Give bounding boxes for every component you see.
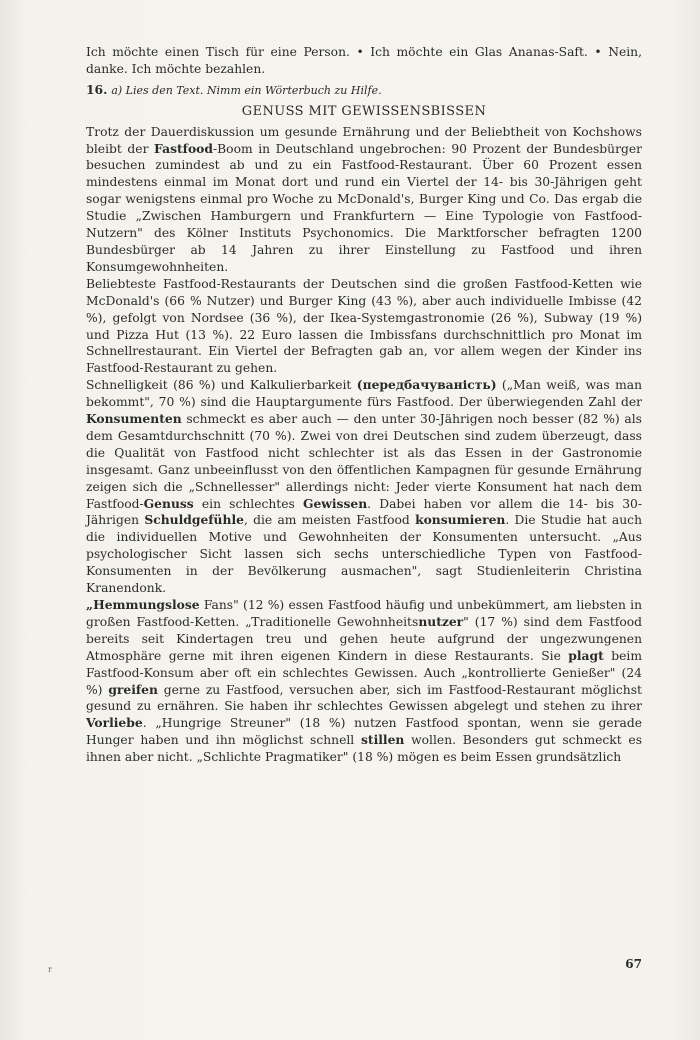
emphasized-word: (передбачуваність) bbox=[356, 377, 497, 393]
emphasized-word: Gewissen bbox=[302, 495, 368, 511]
paragraph: Schnelligkeit (86 %) und Kalkulierbarkeit (передбачуваність) („Man weiß, was man bekommt", 70 %) sind die Hauptargumente fürs Fastfood. Der überwiegenden Zahl der Konsumenten schmeckt es aber auch — den unter 30-Jährigen noch besser (82 %) als dem Gesamtdurchschnitt (70 %). Zwei von drei Deutschen sind zudem überzeugt, dass die Qualität von Fastfood nicht schlechter ist als das Essen in der Gastronomie insgesamt. Ganz unbeeinflusst von den öffentlichen Kampagnen für gesunde Ernährung zeigen sich die „Schnellesser" allerdings nicht: Jeder vierte Konsument hat nach dem Fastfood-Genuss ein schlechtes Gewissen. Dabei haben vor allem die 14- bis 30-Jährigen Schuldgefühle, die am meisten Fastfood konsumieren. Die Studie hat auch die individuellen Motive und Gewohnheiten der Konsumenten untersucht. „Aus psychologischer Sicht lassen sich sechs unterschiedliche Typen von Fastfood-Konsumenten in der Bevölkerung ausmachen", sagt Studienleiterin Christina Kranendonk. bbox=[86, 377, 642, 596]
emphasized-word: plagt bbox=[568, 647, 604, 663]
page-number: 67 bbox=[625, 957, 642, 971]
task-text: a) Lies den Text. Nimm ein Wörterbuch zu Hilfe. bbox=[111, 83, 382, 97]
emphasized-word: Schuldgefühle bbox=[144, 512, 244, 528]
emphasized-word: Vorliebe bbox=[86, 715, 143, 731]
emphasized-word: „Hemmungslose bbox=[86, 597, 200, 612]
emphasized-word: konsumieren bbox=[415, 512, 506, 528]
emphasized-word: greifen bbox=[108, 681, 158, 697]
paragraph: Beliebteste Fastfood-Restaurants der Deutschen sind die großen Fastfood-Ketten wie McDonald's (66 % Nutzer) und Burger King (43 %), aber auch individuelle Imbisse (42 %), gefolgt von Nordsee (36 %), der Ikea-Systemgastronomie (26 %), Subway (19 %) und Pizza Hut (13 %). 22 Euro lassen die Imbissfans durchschnittlich pro Monat im Schnellrestaurant. Ein Viertel der Befragten gab an, vor allem wegen der Kinder ins Fastfood-Restaurant zu gehen. bbox=[86, 276, 642, 376]
intro-sentences: Ich möchte einen Tisch für eine Person. • Ich möchte ein Glas Ananas-Saft. • Nein, danke. Ich möchte bezahlen. bbox=[86, 45, 642, 76]
emphasized-word: Konsumenten bbox=[86, 411, 182, 427]
paragraph: Trotz der Dauerdiskussion um gesunde Ernährung und der Beliebtheit von Kochshows bleibt der Fastfood-Boom in Deutschland ungebrochen: 90 Prozent der Bundesbürger besuchen zumindest ab und zu ein Fastfood-Restaurant. Über 60 Prozent essen mindestens einmal im Monat dort und rund ein Viertel der 14- bis 30-Jährigen geht sogar wenigstens einmal pro Woche zu McDonald's, Burger King und Co. Das ergab die Studie „Zwischen Hamburgern und Frankfurtern — Eine Typologie von Fastfood-Nutzern" des Kölner Instituts Psychonomics. Die Marktforscher befragten 1200 Bundesbürger ab 14 Jahren zu ihrer Einstellung zu Fastfood und ihren Konsumgewohnheiten. bbox=[86, 124, 642, 274]
task-instruction bbox=[86, 82, 642, 100]
emphasized-word: Fastfood bbox=[154, 140, 213, 156]
emphasized-word: Genuss bbox=[143, 495, 194, 511]
emphasized-word: nutzer bbox=[418, 613, 464, 629]
emphasized-word: stillen bbox=[360, 732, 405, 748]
page-content bbox=[86, 44, 642, 766]
article-title: GENUSS MIT GEWISSENSBISSEN bbox=[241, 103, 487, 119]
paragraph: „Hemmungslose Fans" (12 %) essen Fastfood häufig und unbekümmert, am liebsten in großen Fastfood-Ketten. „Traditionelle Gewohnheitsnutzer" (17 %) sind dem Fastfood bereits seit Kindertagen treu und gehen heute aufgrund der ungezwungenen Atmosphäre gerne mit ihren eigenen Kindern in diese Restaurants. Sie plagt beim Fastfood-Konsum aber oft ein schlechtes Gewissen. Auch „kontrollierte Genießer" (24 %) greifen gerne zu Fastfood, versuchen aber, sich im Fastfood-Restaurant möglichst gesund zu ernähren. Sie haben ihr schlechtes Gewissen abgelegt und stehen zu ihrer Vorliebe. „Hungrige Streuner" (18 %) nutzen Fastfood spontan, wenn sie gerade Hunger haben und ihn möglichst schnell stillen wollen. Besonders gut schmeckt es ihnen aber nicht. „Schlichte Pragmatiker" (18 %) mögen es beim Essen grundsätzlich bbox=[86, 597, 643, 765]
task-number: 16. bbox=[86, 81, 108, 97]
corner-mark: r bbox=[48, 965, 52, 974]
